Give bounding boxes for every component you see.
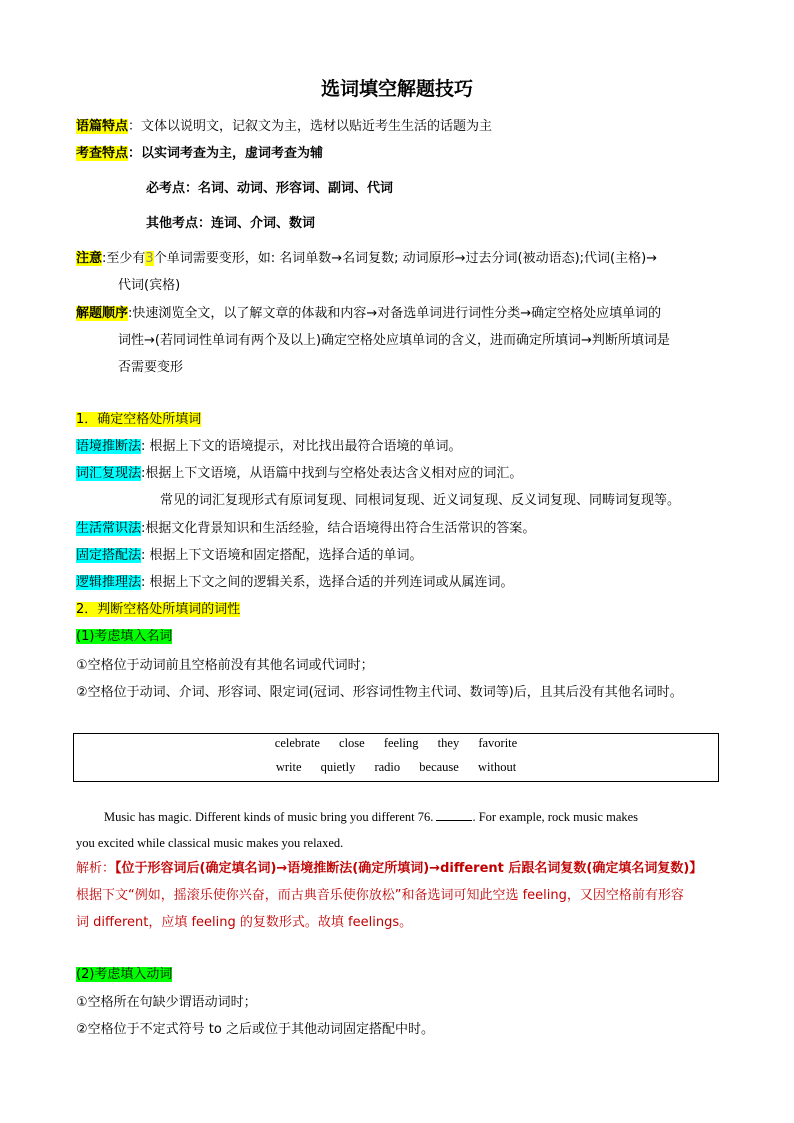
verb-rule-2: ②空格位于不定式符号 to 之后或位于其他动词固定搭配中时。 <box>76 1022 434 1037</box>
passage-line-2: you excited while classical music makes you relaxed. <box>76 836 344 850</box>
method-label: 语境推断法 <box>76 439 142 454</box>
method-text: : 根据上下文语境和固定搭配，选择合适的单词。 <box>141 548 423 563</box>
exam-feature-text: ：以实词考查为主，虚词考查为辅 <box>128 146 324 161</box>
method-recurrence <box>76 465 522 483</box>
word-option: feeling <box>383 736 419 750</box>
word-option: radio <box>374 760 401 774</box>
section1-heading-text: 1．确定空格处所填词 <box>76 412 202 427</box>
word-bank-row-2 <box>74 760 718 775</box>
method-label: 词汇复现法 <box>76 466 142 481</box>
must-test-text: 名词、动词、形容词、副词、代词 <box>198 181 394 196</box>
word-option: without <box>477 760 517 774</box>
method-context <box>76 438 462 456</box>
passage-feature-label: 语篇特点 <box>76 119 129 134</box>
noun-heading-text: (1)考虑填入名词 <box>76 629 173 644</box>
section2-heading-text: 2．判断空格处所填词的词性 <box>76 602 241 617</box>
method-logic <box>76 574 514 592</box>
word-option: favorite <box>478 736 518 750</box>
recurrence-note: 常见的词汇复现形式有原词复现、同根词复现、近义词复现、反义词复现、同畴词复现等。 <box>160 493 681 508</box>
method-label: 逻辑推理法 <box>76 575 142 590</box>
section2-heading <box>76 601 240 619</box>
analysis-line-2: 根据下文“例如，摇滚乐使你兴奋，而古典音乐使你放松”和备选词可知此空选 feeling，又因空格前有形容 <box>76 888 684 903</box>
order-text-1: :快速浏览全文，以了解文章的体裁和内容→对备选单词进行词性分类→确定空格处应填单词的 <box>128 306 662 321</box>
page-title: 选词填空解题技巧 <box>320 78 473 100</box>
passage-feature-text: ：文体以说明文，记叙文为主，选材以贴近考生生活的话题为主 <box>128 119 493 134</box>
method-text: :根据上下文语境，从语篇中找到与空格处表达含义相对应的词汇。 <box>141 466 523 481</box>
noun-rule-1: ①空格位于动词前且空格前没有其他名词或代词时； <box>76 658 374 673</box>
note-text-1: 个单词需要变形，如: 名词单数→名词复数; 动词原形→过去分词(被动语态);代词(主格)→ <box>153 251 658 266</box>
note-label: 注意 <box>76 251 103 266</box>
verb-heading-text: (2)考虑填入动词 <box>76 967 173 982</box>
analysis-bracket: 【位于形容词后(确定填名词)→语境推断法(确定所填词)→different 后跟名词复数(确定填名词复数)】 <box>115 861 703 876</box>
other-test-line <box>146 215 315 233</box>
analysis-line-3: 词 different，应填 feeling 的复数形式。故填 feelings。 <box>76 915 413 930</box>
method-label: 固定搭配法 <box>76 548 142 563</box>
method-text: : 根据上下文的语境提示，对比找出最符合语境的单词。 <box>141 439 462 454</box>
answer-blank-76[interactable] <box>436 808 472 821</box>
must-test-line <box>146 180 393 198</box>
passage-text-post: . For example, rock music makes <box>472 810 639 824</box>
word-option: celebrate <box>274 736 320 750</box>
word-option: quietly <box>320 760 356 774</box>
verb-rule-1: ①空格所在句缺少谓语动词时； <box>76 995 257 1010</box>
analysis-line-1 <box>76 860 702 878</box>
noun-heading <box>76 628 172 646</box>
noun-rule-2: ②空格位于动词、介词、形容词、限定词(冠词、形容词性物主代词、数词等)后，且其后没有其他名词时。 <box>76 685 683 700</box>
word-option: they <box>437 736 460 750</box>
analysis-label: 解析： <box>76 861 116 876</box>
order-line-3: 否需要变形 <box>118 360 184 375</box>
method-text: :根据文化背景知识和生活经验，结合语境得出符合生活常识的答案。 <box>141 521 536 536</box>
order-line-2: 词性→(若同词性单词有两个及以上)确定空格处应填单词的含义，进而确定所填词→判断所填词是 <box>118 333 670 348</box>
other-test-text: 连词、介词、数词 <box>211 216 316 231</box>
exam-feature-label: 考查特点 <box>76 146 129 161</box>
word-bank-row-1 <box>74 736 718 751</box>
word-bank-box <box>73 733 719 782</box>
order-label: 解题顺序 <box>76 306 129 321</box>
section1-heading <box>76 411 201 429</box>
note-line-1 <box>76 250 657 268</box>
word-option: because <box>419 760 459 774</box>
word-option: write <box>275 760 302 774</box>
method-collocation <box>76 547 423 565</box>
method-text: : 根据上下文之间的逻辑关系，选择合适的并列连词或从属连词。 <box>141 575 514 590</box>
passage-line-1 <box>104 808 638 826</box>
passage-feature-line <box>76 118 492 136</box>
exam-feature-line <box>76 145 323 163</box>
word-option: close <box>339 736 365 750</box>
note-pre: :至少有 <box>102 251 146 266</box>
note-line-2: 代词(宾格) <box>118 278 181 293</box>
must-test-label: 必考点： <box>146 181 199 196</box>
verb-heading <box>76 966 172 984</box>
passage-text-pre: Music has magic. Different kinds of music bring you different 76. <box>104 810 434 824</box>
method-common-sense <box>76 520 535 538</box>
other-test-label: 其他考点： <box>146 216 212 231</box>
note-number: 3 <box>145 251 154 266</box>
order-line-1 <box>76 305 661 323</box>
method-label: 生活常识法 <box>76 521 142 536</box>
